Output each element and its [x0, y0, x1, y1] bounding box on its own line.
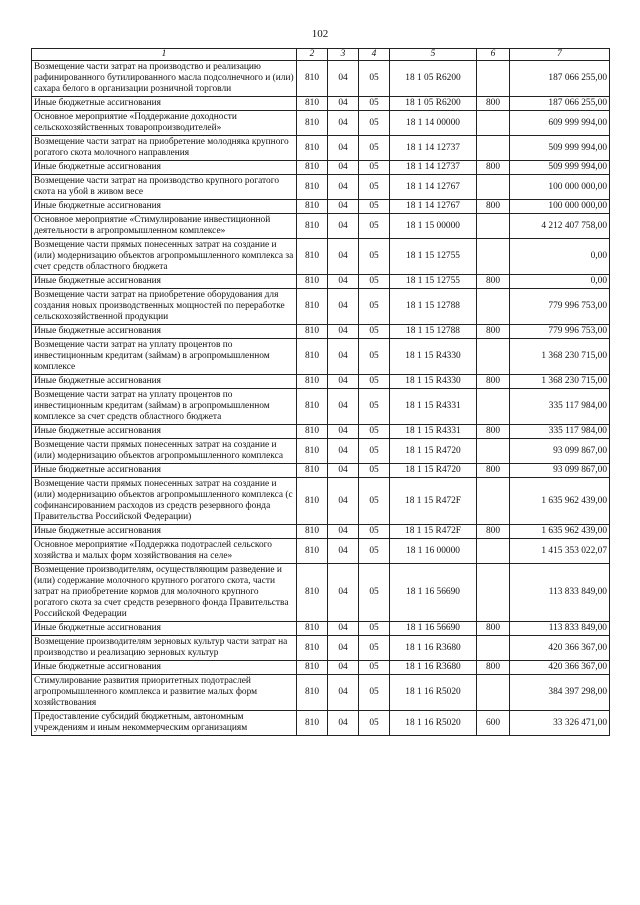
column-header: 4 — [359, 49, 390, 61]
column-header: 3 — [328, 49, 359, 61]
page-number: 102 — [311, 28, 329, 40]
table-row — [32, 111, 610, 136]
section-code-cell: 04 — [328, 275, 359, 289]
target-code-cell: 18 1 16 R3680 — [390, 636, 477, 661]
row-name-cell: Основное мероприятие «Поддержание доходности сельскохозяйственных товаропроизводителей» — [32, 111, 297, 136]
subsection-code-cell: 05 — [359, 622, 390, 636]
subsection-code-cell: 05 — [359, 564, 390, 622]
amount-cell: 509 999 994,00 — [510, 161, 610, 175]
table-row — [32, 478, 610, 525]
subsection-code-cell: 05 — [359, 525, 390, 539]
row-name-cell: Иные бюджетные ассигнования — [32, 275, 297, 289]
amount-cell: 335 117 984,00 — [510, 425, 610, 439]
admin-code-cell: 810 — [297, 622, 328, 636]
section-code-cell: 04 — [328, 325, 359, 339]
subsection-code-cell: 05 — [359, 539, 390, 564]
admin-code-cell: 810 — [297, 111, 328, 136]
admin-code-cell: 810 — [297, 289, 328, 325]
row-name-cell: Возмещение части затрат на производство и реализацию рафинированного бутилированного масла подсолнечного и (или) сахара белого в организации розничной торговли — [32, 61, 297, 97]
target-code-cell: 18 1 14 00000 — [390, 111, 477, 136]
admin-code-cell: 810 — [297, 661, 328, 675]
expense-type-cell: 800 — [477, 464, 510, 478]
row-name-cell: Предоставление субсидий бюджетным, автономным учреждениям и иным некоммерческим организациям — [32, 711, 297, 736]
subsection-code-cell: 05 — [359, 239, 390, 275]
row-name-cell: Возмещение части затрат на производство крупного рогатого скота на убой в живом весе — [32, 175, 297, 200]
row-name-cell: Иные бюджетные ассигнования — [32, 425, 297, 439]
section-code-cell: 04 — [328, 289, 359, 325]
amount-cell: 1 368 230 715,00 — [510, 339, 610, 375]
section-code-cell: 04 — [328, 636, 359, 661]
expense-type-cell: 600 — [477, 711, 510, 736]
section-code-cell: 04 — [328, 200, 359, 214]
table-row — [32, 636, 610, 661]
admin-code-cell: 810 — [297, 464, 328, 478]
section-code-cell: 04 — [328, 161, 359, 175]
subsection-code-cell: 05 — [359, 97, 390, 111]
admin-code-cell: 810 — [297, 61, 328, 97]
expense-type-cell — [477, 214, 510, 239]
table-row — [32, 200, 610, 214]
table-row — [32, 389, 610, 425]
target-code-cell: 18 1 15 R4720 — [390, 439, 477, 464]
table-row — [32, 289, 610, 325]
target-code-cell: 18 1 15 12788 — [390, 325, 477, 339]
admin-code-cell: 810 — [297, 478, 328, 525]
admin-code-cell: 810 — [297, 675, 328, 711]
amount-cell: 609 999 994,00 — [510, 111, 610, 136]
section-code-cell: 04 — [328, 389, 359, 425]
row-name-cell: Возмещение части затрат на приобретение оборудования для создания новых производственных мощностей по переработке сельскохозяйственной продукции — [32, 289, 297, 325]
amount-cell: 0,00 — [510, 275, 610, 289]
section-code-cell: 04 — [328, 564, 359, 622]
section-code-cell: 04 — [328, 375, 359, 389]
target-code-cell: 18 1 14 12737 — [390, 136, 477, 161]
row-name-cell: Возмещение части затрат на уплату процентов по инвестиционным кредитам (займам) в агропромышленном комплексе — [32, 339, 297, 375]
subsection-code-cell: 05 — [359, 439, 390, 464]
row-name-cell: Иные бюджетные ассигнования — [32, 464, 297, 478]
table-row — [32, 439, 610, 464]
target-code-cell: 18 1 05 R6200 — [390, 97, 477, 111]
table-row — [32, 375, 610, 389]
amount-cell: 0,00 — [510, 239, 610, 275]
section-code-cell: 04 — [328, 61, 359, 97]
table-header-row — [32, 49, 610, 61]
admin-code-cell: 810 — [297, 525, 328, 539]
row-name-cell: Возмещение производителям зерновых культур части затрат на производство и реализацию зерновых культур — [32, 636, 297, 661]
target-code-cell: 18 1 16 R5020 — [390, 675, 477, 711]
section-code-cell: 04 — [328, 136, 359, 161]
table-row — [32, 175, 610, 200]
section-code-cell: 04 — [328, 478, 359, 525]
row-name-cell: Возмещение части прямых понесенных затрат на создание и (или) модернизацию объектов агропромышленного комплекса за счет средств областного бюджета — [32, 239, 297, 275]
target-code-cell: 18 1 14 12767 — [390, 200, 477, 214]
admin-code-cell: 810 — [297, 200, 328, 214]
amount-cell: 33 326 471,00 — [510, 711, 610, 736]
row-name-cell: Стимулирование развития приоритетных подотраслей агропромышленного комплекса и развитие малых форм хозяйствования — [32, 675, 297, 711]
expense-type-cell — [477, 675, 510, 711]
section-code-cell: 04 — [328, 711, 359, 736]
target-code-cell: 18 1 15 R472F — [390, 525, 477, 539]
expense-type-cell — [477, 539, 510, 564]
row-name-cell: Иные бюджетные ассигнования — [32, 622, 297, 636]
subsection-code-cell: 05 — [359, 675, 390, 711]
section-code-cell: 04 — [328, 675, 359, 711]
row-name-cell: Иные бюджетные ассигнования — [32, 375, 297, 389]
row-name-cell: Возмещение части прямых понесенных затрат на создание и (или) модернизацию объектов агропромышленного комплекса — [32, 439, 297, 464]
target-code-cell: 18 1 15 R4330 — [390, 339, 477, 375]
column-header: 2 — [297, 49, 328, 61]
amount-cell: 100 000 000,00 — [510, 200, 610, 214]
expense-type-cell — [477, 239, 510, 275]
target-code-cell: 18 1 15 12755 — [390, 239, 477, 275]
expense-type-cell — [477, 289, 510, 325]
subsection-code-cell: 05 — [359, 636, 390, 661]
subsection-code-cell: 05 — [359, 175, 390, 200]
expense-type-cell — [477, 564, 510, 622]
admin-code-cell: 810 — [297, 136, 328, 161]
section-code-cell: 04 — [328, 214, 359, 239]
admin-code-cell: 810 — [297, 97, 328, 111]
amount-cell: 187 066 255,00 — [510, 97, 610, 111]
section-code-cell: 04 — [328, 539, 359, 564]
section-code-cell: 04 — [328, 525, 359, 539]
target-code-cell: 18 1 15 R472F — [390, 478, 477, 525]
target-code-cell: 18 1 15 R4330 — [390, 375, 477, 389]
section-code-cell: 04 — [328, 661, 359, 675]
admin-code-cell: 810 — [297, 636, 328, 661]
admin-code-cell: 810 — [297, 711, 328, 736]
expense-type-cell: 800 — [477, 200, 510, 214]
row-name-cell: Иные бюджетные ассигнования — [32, 200, 297, 214]
budget-table — [31, 48, 610, 736]
section-code-cell: 04 — [328, 622, 359, 636]
table-row — [32, 239, 610, 275]
expense-type-cell: 800 — [477, 525, 510, 539]
expense-type-cell: 800 — [477, 425, 510, 439]
amount-cell: 4 212 407 758,00 — [510, 214, 610, 239]
amount-cell: 384 397 298,00 — [510, 675, 610, 711]
target-code-cell: 18 1 14 12767 — [390, 175, 477, 200]
amount-cell: 113 833 849,00 — [510, 622, 610, 636]
subsection-code-cell: 05 — [359, 711, 390, 736]
expense-type-cell — [477, 439, 510, 464]
row-name-cell: Возмещение части затрат на приобретение молодняка крупного рогатого скота молочного направления — [32, 136, 297, 161]
row-name-cell: Возмещение части затрат на уплату процентов по инвестиционным кредитам (займам) в агропромышленном комплексе за счет средств областного бюджета — [32, 389, 297, 425]
target-code-cell: 18 1 15 12755 — [390, 275, 477, 289]
admin-code-cell: 810 — [297, 539, 328, 564]
admin-code-cell: 810 — [297, 161, 328, 175]
table-row — [32, 97, 610, 111]
subsection-code-cell: 05 — [359, 61, 390, 97]
subsection-code-cell: 05 — [359, 275, 390, 289]
target-code-cell: 18 1 16 56690 — [390, 564, 477, 622]
section-code-cell: 04 — [328, 239, 359, 275]
row-name-cell: Возмещение части прямых понесенных затрат на создание и (или) модернизацию объектов агропромышленного комплекса (с софинансированием расходов из средств резервного фонда Правительства Российской Федерации) — [32, 478, 297, 525]
section-code-cell: 04 — [328, 339, 359, 375]
target-code-cell: 18 1 15 R4720 — [390, 464, 477, 478]
expense-type-cell: 800 — [477, 325, 510, 339]
table-row — [32, 564, 610, 622]
table-row — [32, 711, 610, 736]
table-row — [32, 214, 610, 239]
row-name-cell: Иные бюджетные ассигнования — [32, 97, 297, 111]
expense-type-cell — [477, 61, 510, 97]
admin-code-cell: 810 — [297, 325, 328, 339]
table-row — [32, 675, 610, 711]
admin-code-cell: 810 — [297, 389, 328, 425]
expense-type-cell — [477, 636, 510, 661]
row-name-cell: Иные бюджетные ассигнования — [32, 325, 297, 339]
section-code-cell: 04 — [328, 464, 359, 478]
expense-type-cell: 800 — [477, 622, 510, 636]
amount-cell: 1 368 230 715,00 — [510, 375, 610, 389]
table-row — [32, 425, 610, 439]
expense-type-cell — [477, 175, 510, 200]
amount-cell: 1 635 962 439,00 — [510, 478, 610, 525]
table-row — [32, 136, 610, 161]
expense-type-cell — [477, 389, 510, 425]
table-row — [32, 325, 610, 339]
target-code-cell: 18 1 16 00000 — [390, 539, 477, 564]
section-code-cell: 04 — [328, 175, 359, 200]
amount-cell: 93 099 867,00 — [510, 439, 610, 464]
subsection-code-cell: 05 — [359, 464, 390, 478]
expense-type-cell — [477, 111, 510, 136]
expense-type-cell — [477, 339, 510, 375]
table-row — [32, 525, 610, 539]
amount-cell: 509 999 994,00 — [510, 136, 610, 161]
table-row — [32, 661, 610, 675]
section-code-cell: 04 — [328, 425, 359, 439]
column-header: 6 — [477, 49, 510, 61]
table-row — [32, 161, 610, 175]
amount-cell: 113 833 849,00 — [510, 564, 610, 622]
row-name-cell: Иные бюджетные ассигнования — [32, 525, 297, 539]
subsection-code-cell: 05 — [359, 214, 390, 239]
expense-type-cell: 800 — [477, 97, 510, 111]
target-code-cell: 18 1 05 R6200 — [390, 61, 477, 97]
row-name-cell: Основное мероприятие «Стимулирование инвестиционной деятельности в агропромышленном комплексе» — [32, 214, 297, 239]
row-name-cell: Иные бюджетные ассигнования — [32, 661, 297, 675]
table-row — [32, 539, 610, 564]
target-code-cell: 18 1 15 00000 — [390, 214, 477, 239]
row-name-cell: Основное мероприятие «Поддержка подотраслей сельского хозяйства и малых форм хозяйствования на селе» — [32, 539, 297, 564]
subsection-code-cell: 05 — [359, 325, 390, 339]
expense-type-cell — [477, 478, 510, 525]
admin-code-cell: 810 — [297, 439, 328, 464]
amount-cell: 1 415 353 022,07 — [510, 539, 610, 564]
section-code-cell: 04 — [328, 439, 359, 464]
row-name-cell: Возмещение производителям, осуществляющим разведение и (или) содержание молочного крупного рогатого скота, части затрат на приобретение кормов для молочного крупного рогатого скота за счет средств резервного фонда Правительства Российской Федерации — [32, 564, 297, 622]
admin-code-cell: 810 — [297, 375, 328, 389]
expense-type-cell: 800 — [477, 375, 510, 389]
column-header: 7 — [510, 49, 610, 61]
section-code-cell: 04 — [328, 111, 359, 136]
amount-cell: 420 366 367,00 — [510, 636, 610, 661]
admin-code-cell: 810 — [297, 275, 328, 289]
amount-cell: 779 996 753,00 — [510, 325, 610, 339]
target-code-cell: 18 1 14 12737 — [390, 161, 477, 175]
subsection-code-cell: 05 — [359, 661, 390, 675]
amount-cell: 420 366 367,00 — [510, 661, 610, 675]
column-header: 5 — [390, 49, 477, 61]
table-row — [32, 622, 610, 636]
target-code-cell: 18 1 15 R4331 — [390, 425, 477, 439]
admin-code-cell: 810 — [297, 239, 328, 275]
subsection-code-cell: 05 — [359, 389, 390, 425]
target-code-cell: 18 1 15 12788 — [390, 289, 477, 325]
column-header: 1 — [32, 49, 297, 61]
subsection-code-cell: 05 — [359, 289, 390, 325]
subsection-code-cell: 05 — [359, 375, 390, 389]
amount-cell: 93 099 867,00 — [510, 464, 610, 478]
section-code-cell: 04 — [328, 97, 359, 111]
admin-code-cell: 810 — [297, 339, 328, 375]
amount-cell: 187 066 255,00 — [510, 61, 610, 97]
expense-type-cell: 800 — [477, 275, 510, 289]
amount-cell: 1 635 962 439,00 — [510, 525, 610, 539]
subsection-code-cell: 05 — [359, 161, 390, 175]
subsection-code-cell: 05 — [359, 200, 390, 214]
admin-code-cell: 810 — [297, 564, 328, 622]
subsection-code-cell: 05 — [359, 478, 390, 525]
table-row — [32, 464, 610, 478]
expense-type-cell — [477, 136, 510, 161]
target-code-cell: 18 1 16 R3680 — [390, 661, 477, 675]
subsection-code-cell: 05 — [359, 136, 390, 161]
admin-code-cell: 810 — [297, 214, 328, 239]
subsection-code-cell: 05 — [359, 425, 390, 439]
subsection-code-cell: 05 — [359, 339, 390, 375]
amount-cell: 779 996 753,00 — [510, 289, 610, 325]
subsection-code-cell: 05 — [359, 111, 390, 136]
expense-type-cell: 800 — [477, 161, 510, 175]
table-row — [32, 61, 610, 97]
target-code-cell: 18 1 15 R4331 — [390, 389, 477, 425]
table-row — [32, 275, 610, 289]
table-row — [32, 339, 610, 375]
amount-cell: 335 117 984,00 — [510, 389, 610, 425]
expense-type-cell: 800 — [477, 661, 510, 675]
admin-code-cell: 810 — [297, 425, 328, 439]
row-name-cell: Иные бюджетные ассигнования — [32, 161, 297, 175]
admin-code-cell: 810 — [297, 175, 328, 200]
target-code-cell: 18 1 16 56690 — [390, 622, 477, 636]
target-code-cell: 18 1 16 R5020 — [390, 711, 477, 736]
amount-cell: 100 000 000,00 — [510, 175, 610, 200]
